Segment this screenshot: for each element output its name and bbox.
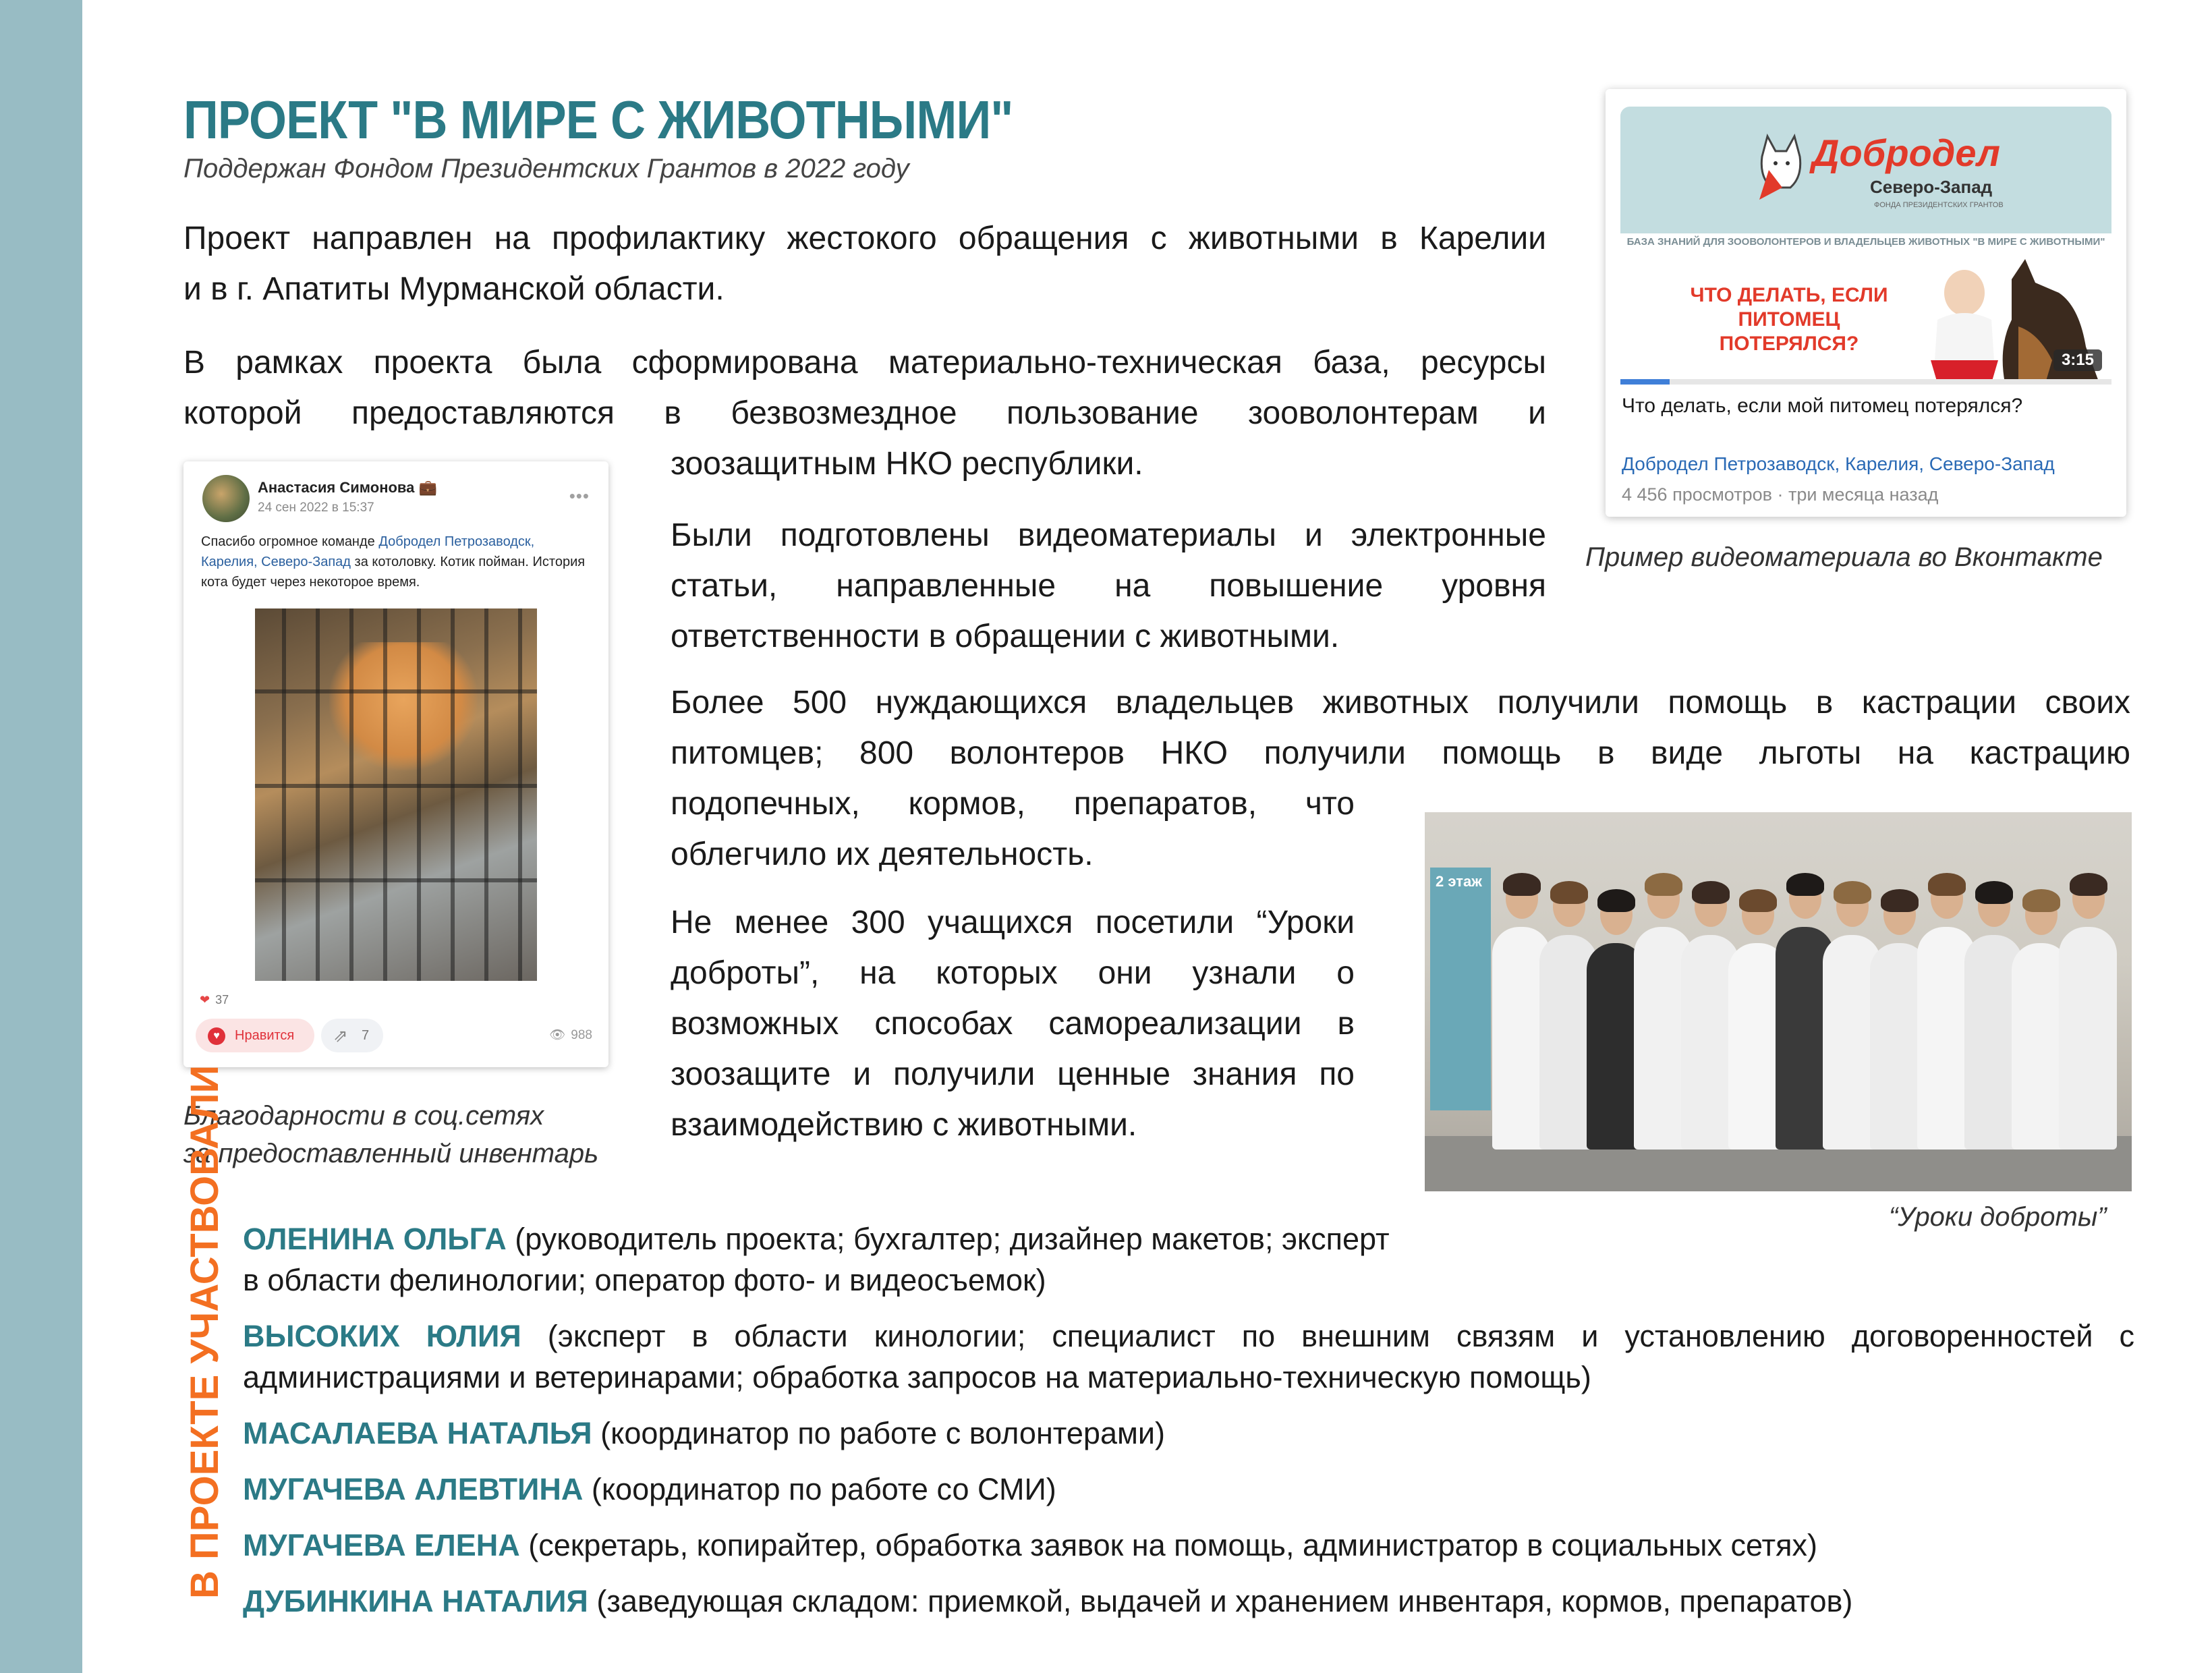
floor-sign	[1430, 868, 1491, 1110]
participant-name: МАСАЛАЕВА НАТАЛЬЯ	[243, 1416, 592, 1450]
page-title: ПРОЕКТ "В МИРЕ С ЖИВОТНЫМИ"	[183, 90, 1013, 150]
avatar[interactable]	[202, 475, 250, 522]
group-photo-kindness-lessons	[1425, 812, 2132, 1191]
video-title[interactable]: Что делать, если мой питомец потерялся?	[1622, 395, 2023, 417]
video-progress-bar[interactable]	[1620, 379, 2111, 385]
more-options-icon[interactable]: •••	[569, 486, 590, 506]
person-hair	[1928, 873, 1966, 896]
person-hair	[1550, 881, 1588, 904]
participants-vertical-label: В ПРОЕКТЕ УЧАСТВОВАЛИ	[183, 1065, 227, 1599]
post-link[interactable]: Добродел Петрозаводск, Карелия, Северо-Запад	[201, 534, 535, 569]
paragraph-base: В рамках проекта была сформирована материально-техническая база, ресурсы которой предоставляются в безвозмездное пользование зооволонтерам и зоозащитным НКО республики.	[183, 345, 1546, 482]
post-date: 24 сен 2022 в 15:37	[258, 501, 374, 515]
person-figure	[2059, 927, 2117, 1150]
paragraph-help: Более 500 нуждающихся владельцев животных получили помощь в кастрации своих питомцев; 800 волонтеров НКО получили помощь в виде льготы на кастрацию подопечных, кормов, препаратов, что облегчило их деятельность.	[671, 685, 2130, 872]
like-button[interactable]: ♥ Нравится	[196, 1019, 314, 1052]
share-button[interactable]: ⇗ 7	[321, 1019, 383, 1052]
video-progress-fill	[1620, 379, 1670, 385]
page-subtitle: Поддержан Фондом Президентских Грантов в 2022 году	[183, 154, 909, 183]
person-hair	[1692, 881, 1730, 904]
person-hair	[1739, 889, 1777, 912]
participant-entry: ДУБИНКИНА НАТАЛИЯ (заведующая складом: приемкой, выдачей и хранением инвентаря, кормов, препаратов)	[243, 1584, 1853, 1618]
left-accent-bar	[0, 0, 82, 1673]
participant-name: МУГАЧЕВА АЛЕВТИНА	[243, 1472, 584, 1506]
social-post-card	[183, 461, 608, 1067]
dobrodel-logo: Добродел Северо-Запад ФОНДА ПРЕЗИДЕНТСКИХ ГРАНТОВ	[1755, 123, 1978, 224]
paragraph-lessons: Не менее 300 учащихся посетили “Уроки доброты”, на которых они узнали о возможных способах самореализации в зоозащите и получили ценные знания по взаимодействию с животными.	[671, 905, 1355, 1143]
person-hair	[1975, 881, 2013, 904]
views-count: 👁 988	[549, 1028, 592, 1042]
post-author[interactable]: Анастасия Симонова 💼	[258, 479, 437, 496]
participant-name: ДУБИНКИНА НАТАЛИЯ	[243, 1584, 588, 1618]
video-thumbnail[interactable]	[1620, 107, 2111, 383]
share-icon: ⇗	[333, 1025, 348, 1046]
participant-entry: МАСАЛАЕВА НАТАЛЬЯ (координатор по работе с волонтерами)	[243, 1416, 1166, 1450]
person-hair	[1786, 873, 1824, 896]
cat-logo-icon	[1755, 130, 1807, 204]
video-caption: Пример видеоматериала во Вконтакте	[1585, 542, 2103, 572]
likes-count: ❤ 37	[200, 993, 229, 1006]
video-meta: 4 456 просмотров · три месяца назад	[1622, 484, 1939, 505]
post-photo-cat-in-cage	[255, 608, 537, 981]
post-text: Спасибо огромное команде Добродел Петрозаводск, Карелия, Северо-Запад за котоловку. Котик пойман. История кота будет через некоторое время.	[201, 534, 586, 590]
participants-list	[243, 1218, 2134, 1637]
person-hair	[1834, 881, 1871, 904]
floor-sign-text: 2 этаж	[1436, 873, 1482, 890]
participant-name: МУГАЧЕВА ЕЛЕНА	[243, 1528, 520, 1562]
person-hair	[2070, 873, 2107, 896]
person-hair	[1881, 889, 1919, 912]
participant-entry: МУГАЧЕВА ЕЛЕНА (секретарь, копирайтер, обработка заявок на помощь, администратор в социальных сетях)	[243, 1528, 1817, 1562]
thumbnail-question: ЧТО ДЕЛАТЬ, ЕСЛИ ПИТОМЕЦ ПОТЕРЯЛСЯ?	[1690, 284, 1888, 355]
participant-name: ВЫСОКИХ ЮЛИЯ	[243, 1319, 521, 1353]
participant-name: ОЛЕНИНА ОЛЬГА	[243, 1222, 507, 1256]
heart-icon: ❤	[200, 993, 210, 1006]
person-hair	[1645, 873, 1682, 896]
participant-entry: МУГАЧЕВА АЛЕВТИНА (координатор по работе со СМИ)	[243, 1472, 1056, 1506]
participant-entry: ОЛЕНИНА ОЛЬГА (руководитель проекта; бухгалтер; дизайнер макетов; эксперт в области фелинологии; оператор фото- и видеосъемок)	[243, 1222, 1390, 1297]
video-channel-link[interactable]: Добродел Петрозаводск, Карелия, Северо-Запад	[1622, 453, 2055, 474]
eye-icon: 👁	[549, 1028, 566, 1042]
person-hair	[1503, 873, 1541, 896]
participant-entry: ВЫСОКИХ ЮЛИЯ (эксперт в области кинологии; специалист по внешним связям и установлению договоренностей с администрациями и ветеринарами; обработка запросов на материально-техническую помощь)	[243, 1319, 2134, 1394]
photo-caption: “Уроки доброты”	[1889, 1202, 2107, 1232]
post-caption: Благодарности в соц.сетях за предоставленный инвентарь	[183, 1101, 599, 1168]
thumbnail-band-text: БАЗА ЗНАНИЙ ДЛЯ ЗООВОЛОНТЕРОВ И ВЛАДЕЛЬЦЕВ ЖИВОТНЫХ "В МИРЕ С ЖИВОТНЫМИ"	[1626, 236, 2105, 248]
person-hair	[2022, 889, 2060, 912]
paragraph-video: Были подготовлены видеоматериалы и электронные статьи, направленные на повышение уровня ответственности в обращении с животными.	[671, 517, 1546, 654]
person-hair	[1597, 889, 1635, 912]
paragraph-intro: Проект направлен на профилактику жестокого обращения с животными в Карелии и в г. Апатиты Мурманской области.	[183, 221, 1546, 307]
video-duration: 3:15	[2053, 349, 2102, 371]
video-card[interactable]	[1606, 89, 2126, 517]
heart-icon: ♥	[208, 1027, 225, 1045]
